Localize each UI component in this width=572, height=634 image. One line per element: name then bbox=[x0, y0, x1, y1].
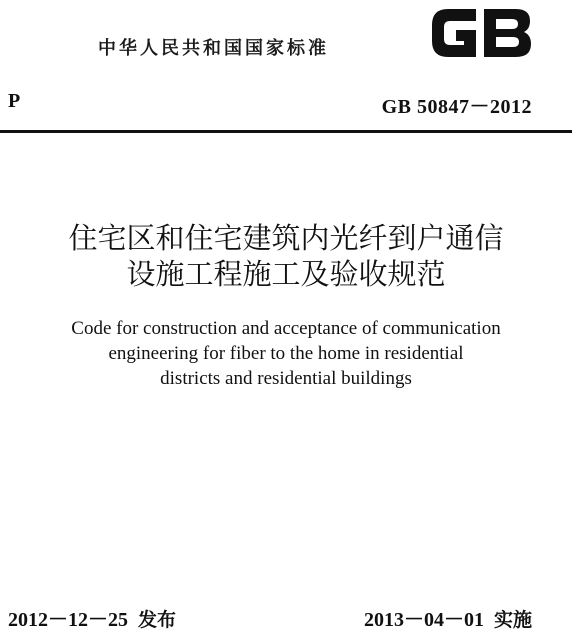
standard-number: GB 50847－2012 bbox=[381, 96, 532, 118]
title-english-line-3: districts and residential buildings bbox=[160, 368, 412, 389]
title-english-line-2: engineering for fiber to the home in residential bbox=[108, 343, 464, 364]
category-code: P bbox=[8, 90, 21, 112]
implement-date-block bbox=[364, 603, 532, 632]
title-english bbox=[0, 316, 572, 391]
implement-label: 实施 bbox=[493, 609, 532, 631]
title-chinese-line-2: 设施工程施工及验收规范 bbox=[126, 257, 446, 291]
issue-date-block bbox=[8, 603, 176, 632]
title-english-line-1: Code for construction and acceptance of communication bbox=[71, 318, 501, 339]
gb-logo bbox=[428, 3, 534, 63]
issue-date: 2012－12－25 bbox=[8, 609, 128, 631]
implement-date: 2013－04－01 bbox=[363, 609, 484, 631]
title-chinese-line-1: 住宅区和住宅建筑内光纤到户通信 bbox=[68, 221, 504, 255]
national-standard-title: 中华人民共和国国家标准 bbox=[98, 38, 329, 59]
issue-label: 发布 bbox=[138, 609, 177, 631]
header-divider bbox=[0, 130, 572, 133]
title-chinese bbox=[0, 220, 572, 292]
